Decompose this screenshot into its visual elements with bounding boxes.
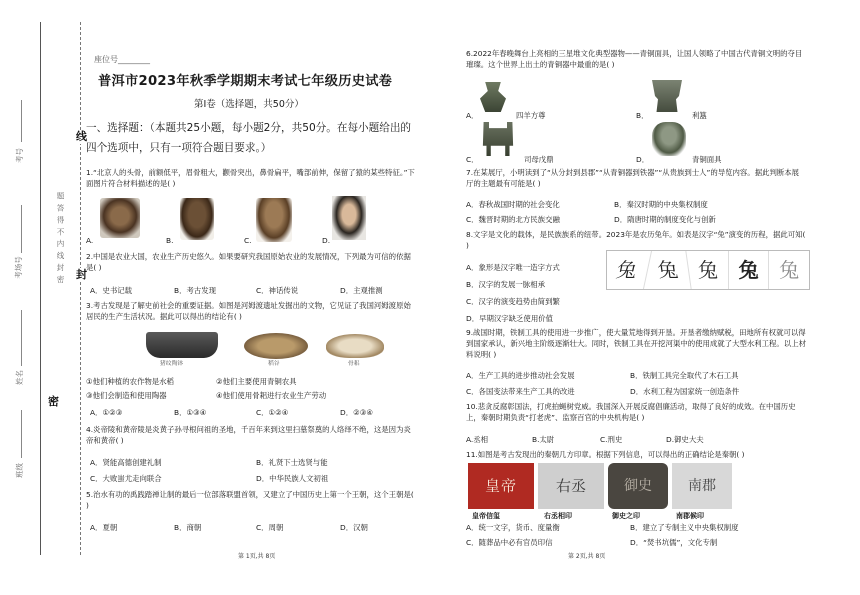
question-3-option-b: B．①③④ (174, 408, 207, 417)
binding-dashed-line (80, 22, 81, 555)
seal-3-glyph: 御史 (624, 477, 652, 494)
question-10-option-d: D.御史大夫 (666, 435, 704, 444)
question-1-option-c: C. (244, 236, 252, 245)
seal-image-4 (672, 463, 732, 509)
name-label: 姓名 (15, 370, 24, 385)
question-5-option-a: A．夏朝 (90, 523, 118, 532)
question-11-option-c: C．随葬品中必有官员印信 (466, 538, 553, 547)
pig-pot-caption: 猪纹陶钵 (160, 361, 184, 367)
question-2-option-c: C．神话传说 (256, 286, 299, 295)
question-1-option-d: D. (322, 236, 331, 245)
page-footer-1: 第 1页,共 8页 (238, 553, 276, 560)
question-3-option-d: D．②③④ (340, 408, 373, 417)
question-11-option-a: A．统一文字，货币、度量衡 (466, 523, 560, 532)
question-1-option-a: A. (86, 236, 94, 245)
page-two (466, 0, 816, 595)
binding-solid-line (40, 22, 41, 555)
seal-4-glyph: 南郡 (688, 477, 716, 494)
question-2-option-b: B．考古发现 (174, 286, 217, 295)
question-1-option-b: B. (166, 236, 174, 245)
oracle-bone-glyph: 兔 (603, 251, 652, 289)
rice-caption: 稻谷 (268, 361, 280, 367)
binding-margin (0, 0, 92, 595)
seal-2-glyph: 右丞 (555, 476, 586, 495)
seal-char-line: 线 (76, 130, 87, 143)
question-4-option-d: D．中华民族人文初祖 (256, 474, 329, 483)
question-8-option-b: B．汉字的发展一脉相承 (466, 280, 545, 289)
question-4-option-a: A．贤能高德创建礼制 (90, 458, 162, 467)
question-3-statement-2: ②他们主要使用青铜农具 (216, 377, 297, 386)
question-2-stem: 2.中国是农业大国，农业生产历史悠久。如果要研究我国原始农业的发展情况，下列最为可信的依据是( ) (86, 252, 411, 272)
question-8-option-a: A．象形是汉字唯一造字方式 (466, 263, 560, 272)
question-9-option-d: D．水利工程为国家统一创造条件 (630, 387, 740, 396)
question-10-option-b: B.太尉 (532, 435, 555, 444)
question-5-option-b: B．商朝 (174, 523, 202, 532)
exam-title: 普洱市2023年秋季学期期末考试七年级历史试卷 (98, 74, 393, 89)
question-7-option-c: C．魏晋时期的北方民族交融 (466, 215, 560, 224)
question-8-stem: 8.文字是文化的载体，是民族族系的纽带。2023年是农历兔年。如表是汉字“兔”演变的历程，据此可知( ) (466, 230, 806, 250)
question-9-option-a: A．生产工具的进步推动社会发展 (466, 371, 575, 380)
question-4-option-b: B．礼贤下士选贤与能 (256, 458, 328, 467)
question-9-option-c: C．各国变法带来生产工具的改进 (466, 387, 575, 396)
rabbit-character-evolution-table (606, 250, 810, 290)
seal-caption-2: 右丞相印 (544, 512, 572, 520)
rice-grain-image (244, 333, 308, 359)
regular-script-glyph: 兔 (779, 257, 800, 282)
question-3-statement-1: ①他们种植的农作物是水稻 (86, 377, 174, 386)
question-10-option-c: C.刑史 (600, 435, 623, 444)
exam-number-label: 考号 (15, 148, 24, 163)
dotted-warning-text: 题 答 得 不 内 线 封 密 (56, 192, 65, 284)
seal-caption-4: 南郡候印 (676, 512, 704, 520)
question-6-option-d-letter: D． (636, 155, 650, 164)
bronze-mask-image (652, 122, 686, 156)
question-6-option-a-label: 四羊方尊 (516, 111, 546, 120)
question-6-option-a-letter: A． (466, 111, 479, 120)
seat-number-label: 座位号________ (94, 55, 150, 64)
clerical-script-glyph: 兔 (729, 251, 770, 289)
question-10-option-a: A.丞相 (466, 435, 489, 444)
question-7-option-d: D．隋唐时期的制度变化与创新 (614, 215, 716, 224)
question-1-stem: 1.“北京人的头骨，前额低平，眉骨粗大，颧骨突出，鼻骨扁平，嘴部前伸，保留了猿的某些特征。”下面图片符合材料描述的是( ) (86, 168, 415, 188)
question-8-option-c: C．汉字的演变趋势由简到繁 (466, 297, 560, 306)
skull-image-b (180, 198, 214, 240)
page-footer-2: 第 2页,共 8页 (568, 553, 606, 560)
seal-script-glyph: 兔 (688, 251, 729, 289)
question-7-option-a: A．春秋战国时期的社会变化 (466, 200, 560, 209)
bone-spade-caption: 骨耜 (348, 361, 360, 367)
skull-image-c (256, 198, 292, 242)
si-mu-wu-ding-image (480, 122, 516, 156)
question-9-option-b: B．铁制工具完全取代了木石工具 (630, 371, 739, 380)
question-2-option-d: D．主观推测 (340, 286, 383, 295)
question-6-option-c-letter: C． (466, 155, 479, 164)
question-4-stem: 4.炎帝陵和黄帝陵是炎黄子孙寻根问祖的圣地，千百年来到这里扫墓祭奠的人络绎不绝，这是因为炎帝和黄帝( ) (86, 425, 411, 445)
seal-caption-3: 御史之印 (612, 512, 640, 520)
question-10-stem: 10.悲贪反腐彰国法，打虎拍蝇树党威。我国深入开展反腐倡廉活动，取得了良好的成效。在中国历史上，秦朝时期负责“打老虎”、监察百官的中央机构是( ) (466, 402, 796, 422)
question-9-stem: 9.战国时期，铁制工具的使用进一步推广，使大量荒地得到开垦。开垦者缴纳赋税，田地所有权就可以得到国家承认，新兴地主阶级逐渐壮大。同时，铁制工具在开挖河渠中的使用成就了大型水利工程。以上材料说明( ) (466, 328, 806, 359)
question-3-option-c: C．①②④ (256, 408, 289, 417)
question-3-statement-3: ③他们会制造和使用陶器 (86, 391, 167, 400)
question-6-option-b-label: 利簋 (692, 111, 707, 120)
question-7-stem: 7.在某展厅，小明读到了“从分封到县郡”“从青铜器到铁器”“从贵族到士人”的导览内容。据此判断本展厅的主题最有可能是( ) (466, 168, 800, 188)
skull-image-a (100, 198, 140, 238)
question-6-option-d-label: 青铜面具 (692, 155, 722, 164)
question-6-stem: 6.2022年春晚舞台上亮相的三星堆文化典型器物——青铜面具，让国人领略了中国古代青铜文明的夺目璀璨。这个世界上出土的青铜器中最重的是( ) (466, 49, 803, 69)
li-gui-image (652, 80, 682, 112)
question-2-option-a: A．史书记载 (90, 286, 133, 295)
question-5-option-c: C．周朝 (256, 523, 284, 532)
bone-spade-image (326, 334, 384, 358)
question-7-option-b: B．秦汉时期的中央集权制度 (614, 200, 708, 209)
seal-1-glyph: 皇帝 (484, 476, 517, 495)
class-label: 班级 (15, 463, 24, 478)
question-6-option-b-letter: B． (636, 111, 649, 120)
page-one (86, 0, 446, 595)
question-5-option-d: D．汉朝 (340, 523, 368, 532)
volume-heading: 第Ⅰ卷（选择题，共50分） (194, 99, 304, 110)
question-5-stem: 5.治水有功的禹践踏禅让制的最后一位部落联盟首领，又建立了中国历史上第一个王朝，这个王朝是( ) (86, 490, 414, 510)
question-11-option-d: D．“焚书坑儒”，文化专制 (630, 538, 718, 547)
seal-char-secret: 密 (48, 395, 59, 408)
question-11-stem: 11.如图是考古发现出的秦朝几方印章。根据下列信息，可以得出的正确结论是秦朝( ) (466, 450, 745, 459)
human-photo-d (332, 196, 366, 240)
four-ram-square-zun-image (480, 82, 506, 112)
exam-room-blank (21, 205, 22, 253)
class-blank (21, 410, 22, 458)
section-heading: 一、选择题：（本题共25小题，每小题2分，共50分。在每小题给出的四个选项中，只有一项符合题目要求。） (86, 122, 412, 154)
question-3-stem: 3.考古发现是了解史前社会的重要证据。如图是河姆渡遗址发掘出的文物，它见证了我国河姆渡原始居民的生产生活状况。据此可以得出的结论有( ) (86, 301, 411, 321)
exam-number-blank (21, 100, 22, 142)
exam-room-label: 考场号 (13, 256, 23, 279)
seal-char-seal: 封 (76, 268, 87, 281)
name-blank (21, 310, 22, 366)
question-4-option-c: C．大败蚩尤走向联合 (90, 474, 162, 483)
seal-caption-1: 皇帝信玺 (472, 512, 500, 520)
seal-image-2 (538, 463, 604, 509)
bronze-script-glyph: 兔 (645, 251, 691, 289)
question-6-option-c-label: 司母戊鼎 (524, 155, 554, 164)
seal-image-1 (468, 463, 534, 509)
question-8-option-d: D．早期汉字缺乏使用价值 (466, 314, 553, 323)
question-3-option-a: A．①②③ (90, 408, 123, 417)
pig-pattern-pot-image (146, 332, 218, 358)
question-3-statement-4: ④他们使用骨耜进行农业生产劳动 (216, 391, 327, 400)
question-11-option-b: B．建立了专制主义中央集权制度 (630, 523, 739, 532)
seal-image-3 (608, 463, 668, 509)
